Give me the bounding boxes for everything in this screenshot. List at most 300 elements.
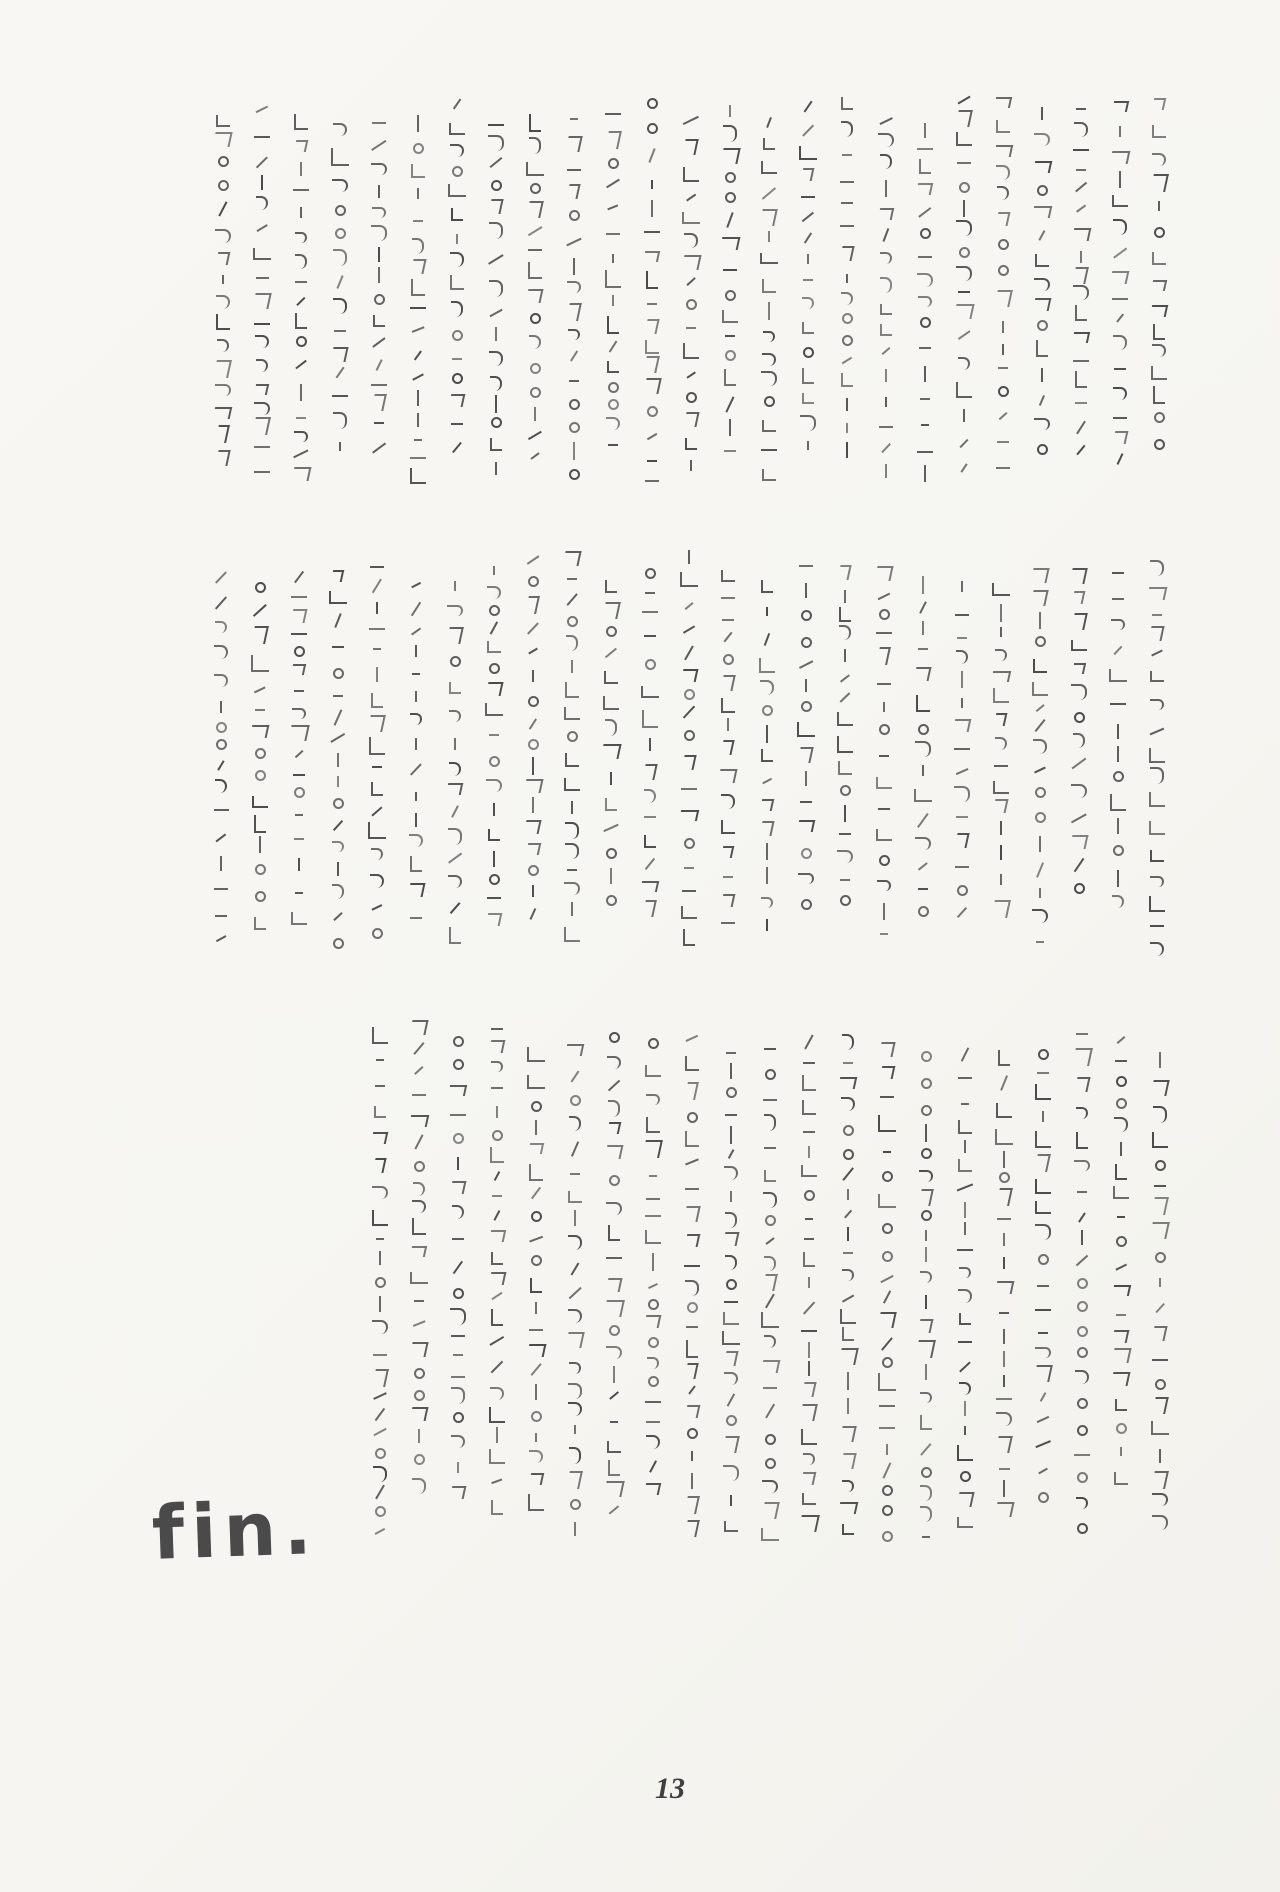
handwriting-stroke [602, 434, 624, 455]
handwriting-stroke [641, 423, 663, 451]
handwriting-stroke [1071, 1177, 1093, 1206]
handwriting-stroke [1071, 1342, 1093, 1363]
handwriting-stroke [288, 607, 310, 625]
handwriting-stroke [759, 1500, 781, 1520]
handwriting-stroke [444, 868, 466, 895]
handwriting-stroke [834, 642, 856, 669]
handwriting-stroke [1070, 160, 1092, 179]
handwriting-stroke [1110, 1254, 1132, 1280]
handwriting-stroke [837, 1144, 859, 1164]
handwriting-stroke [758, 134, 780, 154]
handwriting-stroke [642, 1330, 664, 1354]
handwriting-stroke [212, 312, 234, 332]
handwriting-stroke [447, 1052, 469, 1077]
handwriting-stroke [600, 739, 622, 764]
handwriting-stroke [366, 895, 388, 920]
handwriting-stroke [600, 816, 622, 840]
handwriting-stroke [564, 1257, 586, 1281]
handwriting-stroke [603, 1195, 625, 1222]
handwriting-stroke [600, 866, 622, 886]
handwriting-stroke [486, 1496, 508, 1519]
handwriting-stroke [837, 1325, 859, 1343]
handwriting-stroke [680, 207, 702, 229]
handwriting-stroke [798, 1296, 820, 1321]
handwriting-stroke [447, 1430, 469, 1453]
handwriting-stroke [407, 430, 429, 449]
handwriting-stroke [915, 1263, 937, 1291]
handwriting-stroke [485, 324, 507, 344]
handwriting-stroke [486, 1247, 508, 1270]
handwriting-stroke [1071, 1363, 1093, 1391]
handwriting-stroke [993, 1327, 1015, 1346]
handwriting-stroke [992, 313, 1014, 341]
handwriting-column [366, 545, 388, 965]
handwriting-stroke [1107, 893, 1129, 910]
handwriting-stroke [1110, 1029, 1132, 1051]
handwriting-stroke [915, 1313, 937, 1339]
handwriting-stroke [837, 1420, 859, 1448]
handwriting-stroke [719, 418, 741, 437]
handwriting-stroke [720, 1062, 742, 1080]
handwriting-stroke [915, 1385, 937, 1410]
handwriting-stroke [954, 1489, 976, 1510]
handwriting-stroke [678, 722, 700, 748]
handwriting-stroke [210, 695, 232, 719]
handwriting-stroke [405, 811, 427, 829]
handwriting-stroke [485, 303, 507, 324]
handwriting-stroke [524, 405, 546, 423]
handwriting-stroke [680, 161, 702, 188]
handwriting-stroke [797, 387, 819, 409]
handwriting-stroke [836, 290, 858, 307]
handwriting-stroke [990, 706, 1012, 734]
handwriting-stroke [990, 734, 1012, 753]
handwriting-stroke [602, 174, 624, 193]
handwriting-stroke [914, 335, 936, 361]
handwriting-stroke [486, 1424, 508, 1446]
handwriting-stroke [875, 299, 897, 320]
handwriting-stroke [447, 1306, 469, 1327]
handwriting-stroke [992, 138, 1014, 164]
handwriting-stroke [446, 118, 468, 140]
handwriting-stroke [210, 638, 232, 666]
handwriting-stroke [447, 1327, 469, 1344]
handwriting-stroke [1032, 1386, 1054, 1408]
handwriting-stroke [876, 1165, 898, 1188]
handwriting-stroke [1068, 681, 1090, 703]
handwriting-stroke [717, 813, 739, 841]
handwriting-stroke [483, 889, 505, 907]
handwriting-stroke [212, 174, 234, 196]
handwriting-stroke [1148, 90, 1170, 118]
handwriting-stroke [992, 358, 1014, 377]
handwriting-stroke [368, 132, 390, 159]
handwriting-stroke [756, 576, 778, 597]
handwriting-stroke [564, 1162, 586, 1186]
handwriting-stroke [1031, 389, 1053, 411]
handwriting-column [444, 545, 466, 965]
handwriting-stroke [639, 828, 661, 855]
handwriting-stroke [446, 140, 468, 161]
handwriting-stroke [329, 171, 351, 200]
handwriting-stroke [836, 369, 858, 391]
handwriting-stroke [212, 378, 234, 402]
handwriting-stroke [564, 1281, 586, 1306]
handwriting-stroke [447, 1281, 469, 1306]
handwriting-stroke [1146, 556, 1168, 580]
handwriting-stroke [1031, 154, 1053, 180]
handwriting-stroke [1068, 608, 1090, 635]
handwriting-stroke [680, 107, 702, 134]
handwriting-stroke [912, 718, 934, 740]
handwriting-stroke [797, 290, 819, 316]
handwriting-column [1032, 1018, 1054, 1558]
handwriting-stroke [327, 791, 349, 815]
handwriting-stroke [719, 308, 741, 325]
handwriting-stroke [953, 150, 975, 175]
handwriting-stroke [876, 1438, 898, 1460]
handwriting-stroke [249, 815, 271, 833]
handwriting-stroke [369, 1100, 391, 1124]
handwriting-stroke [876, 1138, 898, 1165]
handwriting-stroke [447, 1253, 469, 1281]
handwriting-stroke [1031, 437, 1053, 462]
handwriting-column [914, 88, 936, 508]
handwriting-stroke [876, 1288, 898, 1306]
handwriting-stroke [759, 1061, 781, 1088]
handwriting-stroke [641, 115, 663, 141]
handwriting-stroke [369, 1502, 391, 1520]
handwriting-stroke [522, 778, 544, 795]
handwriting-stroke [483, 601, 505, 619]
handwriting-stroke [993, 1430, 1015, 1459]
handwriting-stroke [1068, 732, 1090, 749]
handwriting-stroke [837, 1116, 859, 1144]
handwriting-stroke [873, 770, 895, 796]
handwriting-stroke [1148, 118, 1170, 145]
handwriting-stroke [561, 655, 583, 678]
handwriting-stroke [1031, 102, 1053, 125]
handwriting-stroke [678, 830, 700, 856]
handwriting-column [524, 88, 546, 508]
handwriting-stroke [210, 616, 232, 638]
handwriting-stroke [1109, 357, 1131, 381]
handwriting-stroke [602, 153, 624, 174]
handwriting-stroke [797, 206, 819, 228]
handwriting-stroke [446, 270, 468, 295]
handwriting-stroke [1070, 247, 1092, 267]
handwriting-stroke [993, 1208, 1015, 1229]
handwriting-stroke [681, 1130, 703, 1148]
handwriting-stroke [447, 1151, 469, 1176]
handwriting-stroke [1070, 98, 1092, 120]
handwriting-stroke [525, 1272, 547, 1299]
handwriting-column [1149, 1018, 1171, 1558]
handwriting-stroke [1070, 371, 1092, 388]
handwriting-stroke [600, 793, 622, 816]
handwriting-stroke [954, 1118, 976, 1136]
handwriting-stroke [1070, 284, 1092, 301]
handwriting-column [446, 88, 468, 508]
handwriting-stroke [837, 1261, 859, 1289]
handwriting-stroke [1070, 417, 1092, 438]
handwriting-stroke [1032, 1361, 1054, 1386]
handwriting-stroke [798, 1054, 820, 1071]
handwriting-column [837, 1018, 859, 1558]
handwriting-stroke [563, 391, 585, 417]
handwriting-stroke [678, 777, 700, 801]
handwriting-stroke [444, 702, 466, 730]
handwriting-stroke [759, 1453, 781, 1473]
handwriting-stroke [444, 648, 466, 674]
handwriting-stroke [795, 744, 817, 767]
handwriting-stroke [681, 1253, 703, 1279]
handwriting-stroke [446, 229, 468, 249]
handwriting-column [678, 545, 700, 965]
handwriting-stroke [915, 1504, 937, 1524]
handwriting-stroke [873, 849, 895, 871]
handwriting-stroke [953, 109, 975, 128]
handwriting-stroke [212, 112, 234, 130]
handwriting-stroke [837, 1308, 859, 1325]
handwriting-stroke [954, 1174, 976, 1200]
handwriting-stroke [678, 748, 700, 777]
handwriting-stroke [1148, 244, 1170, 273]
handwriting-stroke [990, 575, 1012, 604]
handwriting-stroke [720, 1145, 742, 1163]
handwriting-stroke [369, 1387, 391, 1405]
handwriting-stroke [1107, 587, 1129, 610]
handwriting-stroke [1029, 717, 1051, 734]
handwriting-stroke [720, 1487, 742, 1514]
handwriting-stroke [1146, 842, 1168, 870]
handwriting-stroke [719, 125, 741, 142]
handwriting-stroke [603, 1166, 625, 1195]
handwriting-stroke [837, 1053, 859, 1073]
handwriting-stroke [600, 665, 622, 690]
handwriting-stroke [759, 1162, 781, 1190]
handwriting-stroke [641, 315, 663, 338]
handwritten-paragraph-block-3 [345, 1018, 1171, 1558]
handwriting-column [915, 1018, 937, 1558]
handwriting-stroke [798, 1321, 820, 1341]
handwriting-stroke [797, 96, 819, 118]
handwriting-stroke [953, 349, 975, 378]
handwriting-stroke [836, 267, 858, 290]
handwriting-stroke [602, 101, 624, 127]
handwriting-stroke [212, 222, 234, 250]
handwriting-stroke [680, 188, 702, 207]
handwriting-stroke [797, 270, 819, 290]
handwriting-stroke [681, 1362, 703, 1380]
handwriting-stroke [951, 783, 973, 805]
handwriting-stroke [563, 297, 585, 326]
handwriting-stroke [1149, 1245, 1171, 1270]
handwriting-column [797, 88, 819, 508]
handwriting-stroke [912, 832, 934, 855]
handwriting-stroke [1148, 145, 1170, 174]
handwriting-stroke [759, 1520, 781, 1549]
handwriting-stroke [641, 268, 663, 292]
handwriting-stroke [407, 134, 429, 162]
handwriting-stroke [1032, 1408, 1054, 1431]
handwriting-stroke [564, 1228, 586, 1257]
handwriting-stroke [756, 744, 778, 767]
handwriting-column [759, 1018, 781, 1558]
handwriting-stroke [993, 1124, 1015, 1150]
handwriting-stroke [1029, 780, 1051, 804]
handwriting-stroke [758, 438, 780, 461]
handwriting-stroke [288, 643, 310, 660]
handwriting-stroke [525, 1040, 547, 1069]
handwriting-stroke [1071, 1044, 1093, 1070]
handwriting-stroke [873, 698, 895, 716]
handwriting-stroke [875, 320, 897, 340]
handwriting-stroke [912, 758, 934, 783]
handwriting-stroke [756, 795, 778, 815]
handwriting-stroke [1068, 777, 1090, 805]
handwriting-stroke [366, 558, 388, 576]
handwriting-stroke [951, 629, 973, 647]
handwriting-stroke [524, 180, 546, 197]
handwriting-stroke [1149, 1177, 1171, 1195]
handwriting-stroke [836, 330, 858, 351]
handwriting-stroke [954, 1065, 976, 1090]
handwriting-stroke [759, 1088, 781, 1112]
handwriting-stroke [797, 228, 819, 248]
handwriting-stroke [447, 1482, 469, 1504]
handwriting-stroke [795, 866, 817, 891]
handwriting-stroke [717, 610, 739, 629]
handwriting-stroke [717, 567, 739, 585]
handwriting-stroke [1071, 1228, 1093, 1247]
handwriting-stroke [990, 642, 1012, 668]
handwriting-stroke [951, 647, 973, 667]
handwriting-column [719, 88, 741, 508]
handwriting-stroke [954, 1442, 976, 1464]
handwriting-stroke [680, 317, 702, 339]
handwriting-stroke [717, 646, 739, 672]
handwriting-stroke [1070, 301, 1092, 325]
handwriting-stroke [990, 685, 1012, 706]
handwriting-stroke [681, 1336, 703, 1362]
handwriting-stroke [407, 276, 429, 299]
handwriting-column [720, 1018, 742, 1558]
handwriting-stroke [1032, 1431, 1054, 1458]
handwriting-stroke [407, 449, 429, 467]
handwriting-stroke [447, 1077, 469, 1104]
handwriting-stroke [875, 458, 897, 484]
handwriting-stroke [720, 1183, 742, 1210]
handwriting-stroke [912, 574, 934, 596]
handwriting-stroke [678, 856, 700, 880]
handwriting-stroke [1148, 220, 1170, 244]
handwriting-stroke [405, 687, 427, 706]
handwriting-stroke [720, 1276, 742, 1293]
handwriting-stroke [602, 337, 624, 356]
handwriting-stroke [288, 766, 310, 783]
handwriting-stroke [408, 1338, 430, 1361]
handwriting-stroke [680, 339, 702, 363]
handwriting-stroke [1149, 1346, 1171, 1373]
handwriting-stroke [366, 712, 388, 734]
handwriting-stroke [1107, 610, 1129, 639]
handwriting-stroke [369, 1295, 391, 1313]
handwriting-stroke [681, 1279, 703, 1297]
handwriting-stroke [1146, 766, 1168, 785]
handwriting-stroke [1146, 814, 1168, 842]
handwriting-stroke [486, 1186, 508, 1205]
handwriting-stroke [719, 97, 741, 125]
handwriting-stroke [914, 158, 936, 175]
handwriting-stroke [798, 1181, 820, 1209]
handwriting-stroke [1068, 587, 1090, 608]
handwriting-stroke [681, 1423, 703, 1443]
handwriting-stroke [639, 706, 661, 732]
handwriting-stroke [1146, 580, 1168, 606]
handwriting-column [564, 1018, 586, 1558]
handwriting-stroke [953, 322, 975, 349]
handwriting-column [603, 1018, 625, 1558]
handwriting-stroke [756, 724, 778, 744]
handwriting-stroke [798, 1161, 820, 1181]
handwriting-stroke [564, 1441, 586, 1470]
handwriting-column [447, 1018, 469, 1558]
handwriting-stroke [1032, 1177, 1054, 1196]
handwriting-stroke [290, 111, 312, 133]
handwriting-column [290, 88, 312, 508]
handwriting-stroke [327, 815, 349, 836]
handwriting-stroke [366, 596, 388, 620]
handwriting-stroke [407, 113, 429, 134]
handwriting-stroke [210, 929, 232, 948]
handwriting-stroke [408, 1109, 430, 1132]
handwriting-stroke [407, 317, 429, 342]
handwriting-stroke [1149, 1270, 1171, 1294]
handwriting-stroke [642, 1296, 664, 1313]
handwriting-stroke [639, 855, 661, 873]
handwriting-stroke [561, 819, 583, 842]
handwriting-stroke [756, 815, 778, 841]
handwriting-stroke [876, 1271, 898, 1288]
handwriting-stroke [369, 1048, 391, 1072]
handwriting-stroke [914, 293, 936, 310]
handwriting-stroke [876, 1418, 898, 1438]
handwriting-stroke [719, 230, 741, 258]
handwriting-stroke [876, 1306, 898, 1334]
handwriting-stroke [914, 465, 936, 482]
handwriting-column [407, 88, 429, 508]
handwriting-stroke [249, 701, 271, 718]
handwriting-stroke [834, 802, 856, 825]
handwriting-stroke [368, 179, 390, 204]
handwriting-stroke [1029, 654, 1051, 678]
handwriting-stroke [795, 578, 817, 603]
handwriting-stroke [603, 1364, 625, 1385]
handwriting-stroke [992, 164, 1014, 181]
handwriting-stroke [290, 428, 312, 445]
handwriting-stroke [483, 848, 505, 870]
handwriting-stroke [720, 1368, 742, 1389]
handwriting-stroke [408, 1036, 430, 1060]
handwriting-stroke [953, 265, 975, 282]
handwriting-stroke [1032, 1103, 1054, 1130]
handwriting-stroke [798, 1450, 820, 1468]
handwriting-stroke [992, 91, 1014, 115]
handwriting-stroke [681, 1227, 703, 1253]
handwriting-stroke [914, 221, 936, 246]
handwriting-stroke [834, 843, 856, 870]
